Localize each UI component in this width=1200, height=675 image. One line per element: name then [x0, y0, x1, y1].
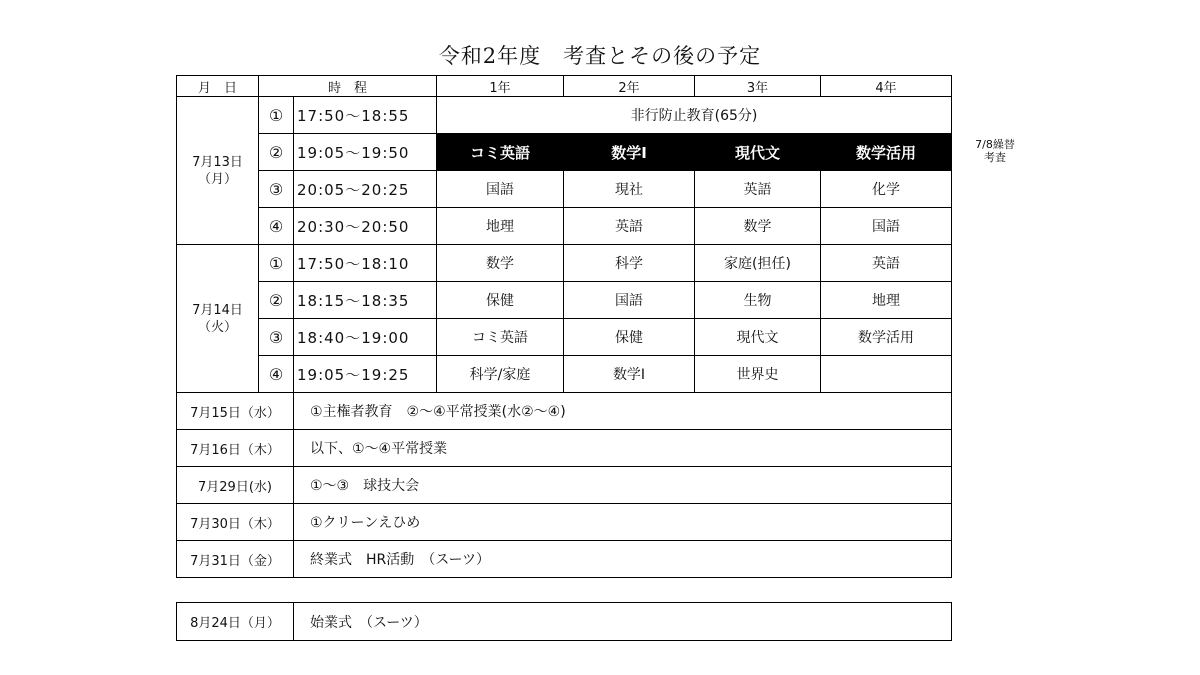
subject-cell: コミ英語 [437, 319, 564, 356]
subject-cell: 数学Ⅰ [564, 356, 695, 393]
schedule-row [177, 541, 952, 578]
day-cell [177, 245, 259, 393]
header-grade-2: 2年 [564, 76, 695, 97]
day-weekday: （月） [197, 171, 237, 187]
schedule-note: ①主権者教育 ②〜④平常授業(水②〜④) [294, 393, 952, 430]
header-grade-3: 3年 [695, 76, 821, 97]
period-time: 20:05〜20:25 [294, 171, 437, 208]
subject-cell: 数学 [437, 245, 564, 282]
schedule-row [177, 430, 952, 467]
subject-cell: 現社 [564, 171, 695, 208]
day-date: 7月13日 [192, 154, 243, 170]
schedule-date: 7月30日（木） [177, 504, 294, 541]
schedule-row [177, 467, 952, 504]
subject-cell: 国語 [821, 208, 952, 245]
period-time: 17:50〜18:10 [294, 245, 437, 282]
subject-cell [821, 356, 952, 393]
table-row [177, 282, 952, 319]
subject-cell: 生物 [695, 282, 821, 319]
august-schedule-table [176, 602, 952, 641]
period-time: 19:05〜19:50 [294, 134, 437, 171]
header-grade-1: 1年 [437, 76, 564, 97]
schedule-date: 7月29日(水) [177, 467, 294, 504]
exam-schedule-table [176, 75, 952, 578]
period-number: ③ [259, 319, 294, 356]
table-row [177, 319, 952, 356]
schedule-row [177, 504, 952, 541]
day-cell [177, 97, 259, 245]
subject-cell: 英語 [695, 171, 821, 208]
exam-subject: コミ英語 [437, 134, 564, 171]
schedule-note: 以下、①〜④平常授業 [294, 430, 952, 467]
table-row [177, 356, 952, 393]
subject-cell: 保健 [564, 319, 695, 356]
period-time: 17:50〜18:55 [294, 97, 437, 134]
side-note-line: 考査 [984, 151, 1006, 164]
subject-cell: 地理 [821, 282, 952, 319]
subject-cell: 英語 [564, 208, 695, 245]
exam-subject: 数学活用 [821, 134, 952, 171]
period-number: ① [259, 245, 294, 282]
page-title: 令和2年度 考査とその後の予定 [438, 44, 762, 68]
subject-cell: 現代文 [695, 319, 821, 356]
subject-cell: 家庭(担任) [695, 245, 821, 282]
schedule-note: ①クリーンえひめ [294, 504, 952, 541]
subject-cell: 保健 [437, 282, 564, 319]
side-note [955, 138, 1035, 164]
day-date: 7月14日 [192, 302, 243, 318]
subject-cell: 数学活用 [821, 319, 952, 356]
schedule-date: 7月15日（水） [177, 393, 294, 430]
period-time: 18:40〜19:00 [294, 319, 437, 356]
table-row [177, 134, 952, 171]
header-date: 月 日 [177, 76, 259, 97]
period-number: ④ [259, 356, 294, 393]
schedule-note: ①〜③ 球技大会 [294, 467, 952, 504]
table-row [177, 208, 952, 245]
table-row [177, 245, 952, 282]
period-number: ③ [259, 171, 294, 208]
period-time: 18:15〜18:35 [294, 282, 437, 319]
period-number: ④ [259, 208, 294, 245]
side-note-line: 7/8繰替 [975, 138, 1015, 151]
schedule-row [177, 603, 952, 641]
table-row [177, 97, 952, 134]
schedule-date: 7月16日（木） [177, 430, 294, 467]
subject-cell: 世界史 [695, 356, 821, 393]
schedule-date: 7月31日（金） [177, 541, 294, 578]
exam-subject: 数学Ⅰ [564, 134, 695, 171]
period-number: ① [259, 97, 294, 134]
subject-cell: 数学 [695, 208, 821, 245]
table-header-row [177, 76, 952, 97]
subject-cell: 国語 [564, 282, 695, 319]
period-number: ② [259, 282, 294, 319]
merged-subject: 非行防止教育(65分) [437, 97, 952, 134]
schedule-date: 8月24日（月） [177, 603, 294, 641]
day-weekday: （火） [197, 319, 237, 335]
period-time: 19:05〜19:25 [294, 356, 437, 393]
subject-cell: 国語 [437, 171, 564, 208]
period-time: 20:30〜20:50 [294, 208, 437, 245]
subject-cell: 地理 [437, 208, 564, 245]
header-period: 時 程 [259, 76, 437, 97]
subject-cell: 化学 [821, 171, 952, 208]
table-row [177, 171, 952, 208]
period-number: ② [259, 134, 294, 171]
exam-subject: 現代文 [695, 134, 821, 171]
schedule-note: 終業式 HR活動 （スーツ） [294, 541, 952, 578]
schedule-note: 始業式 （スーツ） [294, 603, 952, 641]
schedule-row [177, 393, 952, 430]
header-grade-4: 4年 [821, 76, 952, 97]
subject-cell: 科学 [564, 245, 695, 282]
subject-cell: 英語 [821, 245, 952, 282]
subject-cell: 科学/家庭 [437, 356, 564, 393]
